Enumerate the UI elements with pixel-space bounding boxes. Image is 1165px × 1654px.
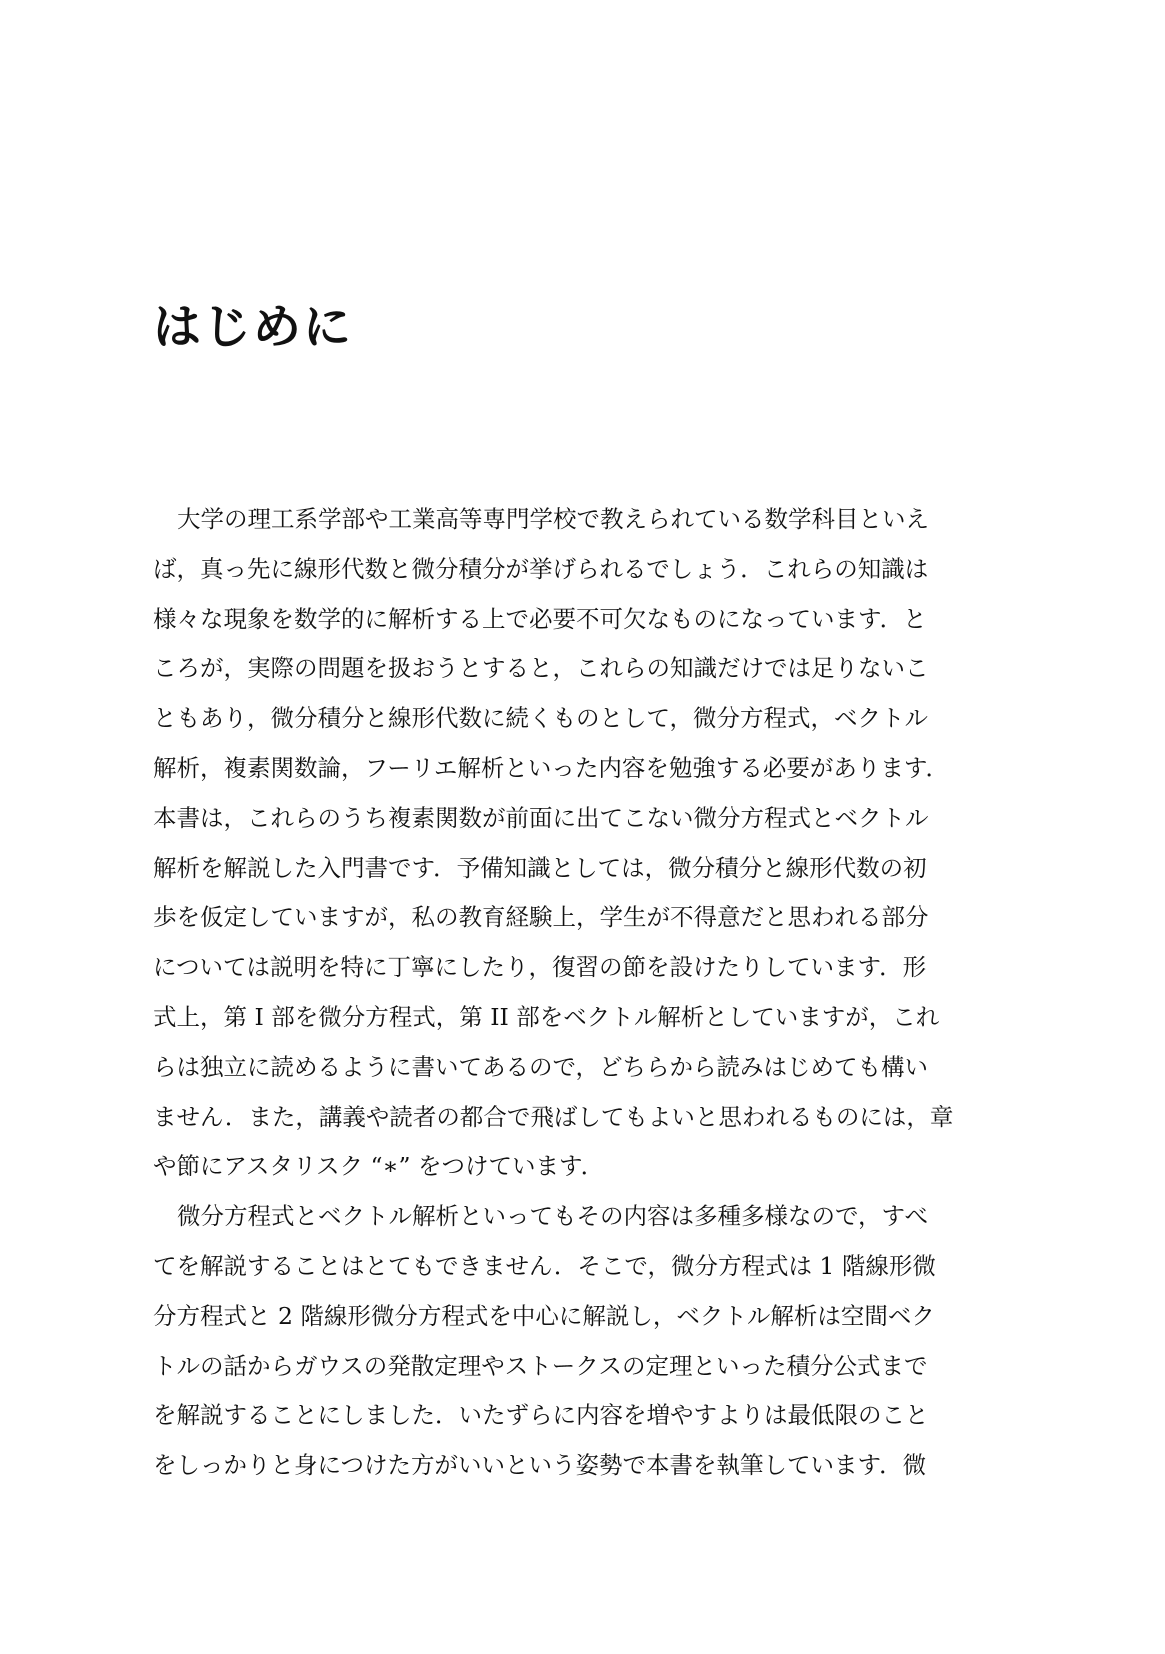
text-line: をしっかりと身につけた方がいいという姿勢で本書を執筆しています．微: [153, 1451, 927, 1480]
text-line: トルの話からガウスの発散定理やストークスの定理といった積分公式まで: [153, 1351, 928, 1380]
text-line: ころが，実際の問題を扱おうとすると，これらの知識だけでは足りないこ: [153, 654, 929, 683]
page-title: はじめに: [153, 299, 354, 355]
body-text: [153, 495, 1019, 1491]
text-line: 式上，第 I 部を微分方程式，第 II 部をベクトル解析としていますが，これ: [153, 1002, 940, 1031]
text-line: については説明を特に丁寧にしたり，復習の節を設けたりしています．形: [153, 953, 927, 982]
text-line: や節にアスタリスク “∗” をつけています．: [153, 1152, 605, 1181]
text-line: ば，真っ先に線形代数と微分積分が挙げられるでしょう．これらの知識は: [153, 554, 929, 583]
text-line: ません．また，講義や読者の都合で飛ばしてもよいと思われるものには，章: [153, 1102, 954, 1131]
paragraph-1: [153, 495, 1019, 1192]
text-line: てを解説することはとてもできません．そこで，微分方程式は 1 階線形微: [153, 1251, 936, 1280]
text-line: 様々な現象を数学的に解析する上で必要不可欠なものになっています．と: [153, 604, 927, 633]
text-line: らは独立に読めるように書いてあるので，どちらから読みはじめても構い: [153, 1052, 929, 1081]
paragraph-2: [153, 1192, 1019, 1491]
text-line: 解析，複素関数論，フーリエ解析といった内容を勉強する必要があります．: [153, 753, 949, 782]
text-line: 分方程式と 2 階線形微分方程式を中心に解説し，ベクトル解析は空間ベク: [153, 1301, 935, 1330]
text-line: ともあり，微分積分と線形代数に続くものとして，微分方程式，ベクトル: [153, 704, 929, 733]
text-line: 微分方程式とベクトル解析といってもその内容は多種多様なので，すべ: [177, 1202, 929, 1231]
text-line: 歩を仮定していますが，私の教育経験上，学生が不得意だと思われる部分: [153, 903, 929, 932]
text-line: 本書は，これらのうち複素関数が前面に出てこない微分方程式とベクトル: [153, 803, 929, 832]
text-line: を解説することにしました．いたずらに内容を増やすよりは最低限のこと: [153, 1401, 929, 1430]
text-line: 大学の理工系学部や工業高等専門学校で教えられている数学科目といえ: [177, 505, 929, 533]
text-line: 解析を解説した入門書です．予備知識としては，微分積分と線形代数の初: [153, 853, 927, 882]
